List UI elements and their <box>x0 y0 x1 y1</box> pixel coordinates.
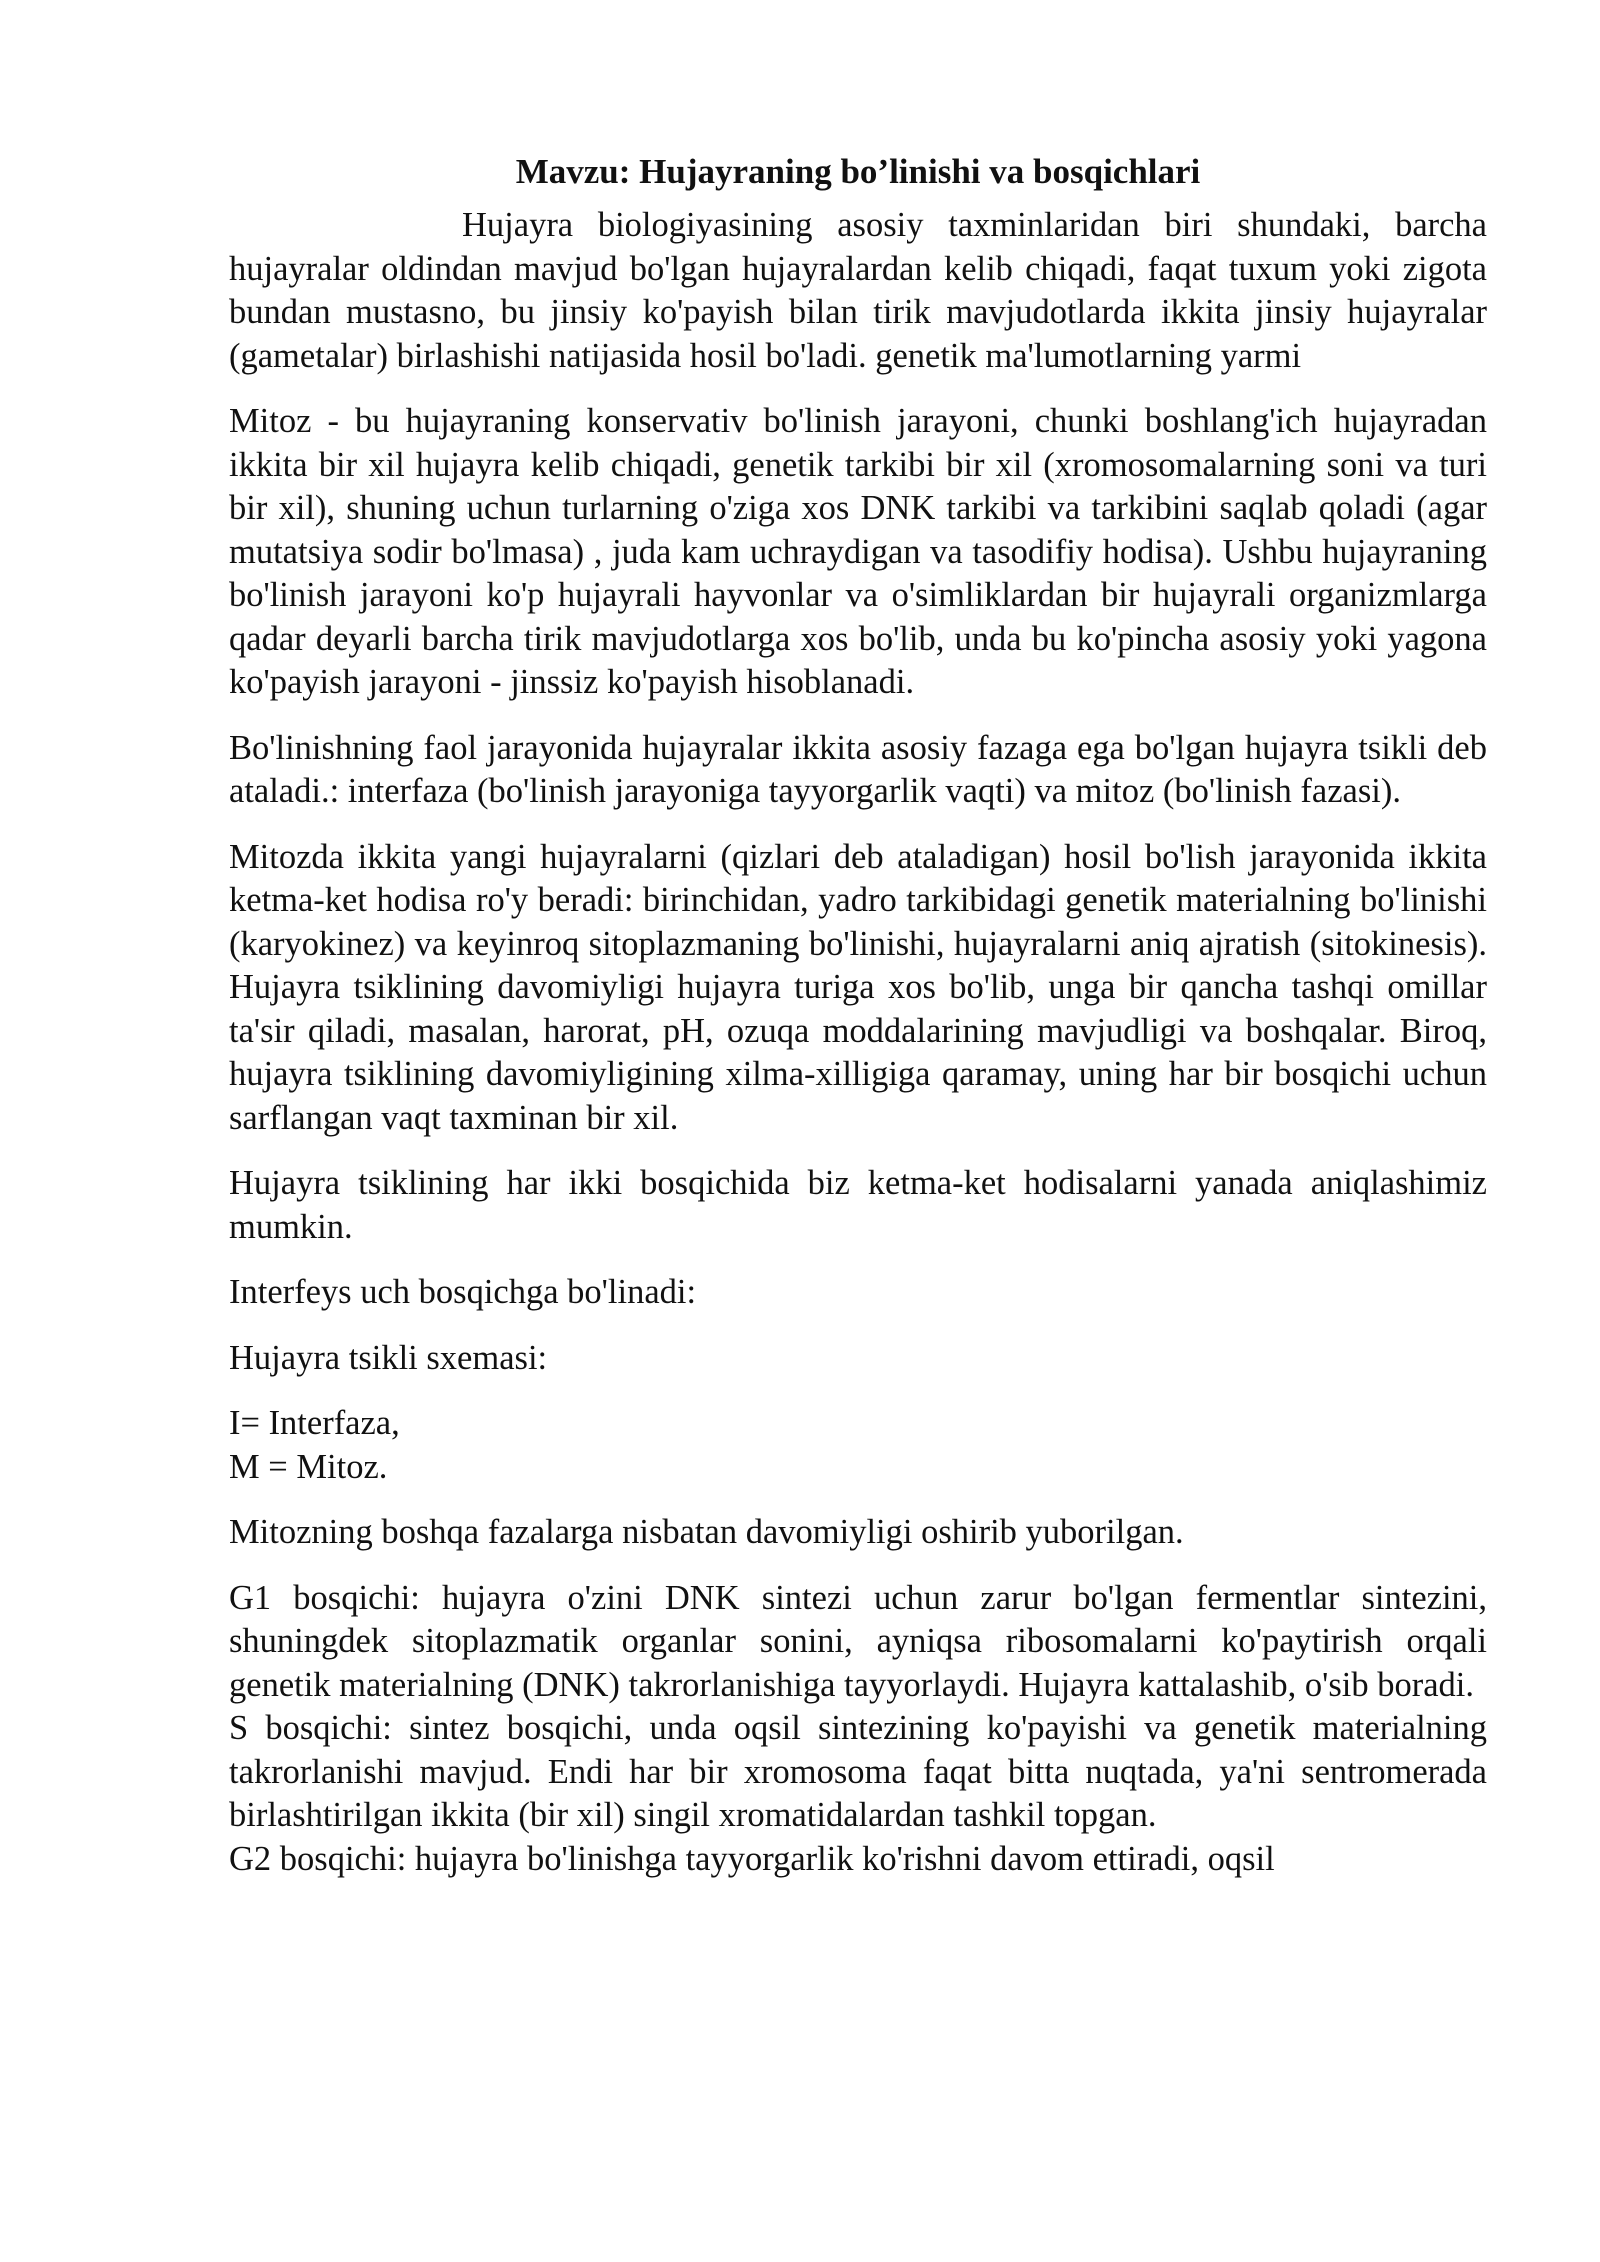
legend-interfaza: I= Interfaza, <box>229 1404 400 1442</box>
paragraph-cycle-stages: Hujayra tsiklining har ikki bosqichida biz ketma-ket hodisalarni yanada aniqlashimiz mumkin. <box>229 1164 1487 1246</box>
paragraph-g1-phase: G1 bosqichi: hujayra o'zini DNK sintezi uchun zarur bo'lgan fermentlar sintezini, shuningdek sitoplazmatik organlar sonini, ayniqsa ribosomalarni ko'paytirish orqali genetik materialning (DNK) takrorlanishiga tayyorlaydi. Hujayra kattalashib, o'sib boradi. <box>229 1578 1487 1704</box>
paragraph-mitoz-definition: Mitoz - bu hujayraning konservativ bo'linish jarayoni, chunki boshlang'ich hujayradan ikkita bir xil hujayra kelib chiqadi, genetik tarkibi bir xil (xromosomalarning soni va turi bir xil), shuning uchun turlarning o'ziga xos DNK tarkibi va tarkibini saqlab qoladi (agar mutatsiya sodir bo'lmasa) , juda kam uchraydigan va tasodifiy hodisa). Ushbu hujayraning bo'linish jarayoni ko'p hujayrali hayvonlar va o'simliklardan bir hujayrali organizmlarga qadar deyarli barcha tirik mavjudotlarga xos bo'lib, unda bu ko'pincha asosiy yoki yagona ko'payish jarayoni - jinssiz ko'payish hisoblanadi. <box>229 402 1487 701</box>
paragraph-scheme-title: Hujayra tsikli sxemasi: <box>229 1338 548 1377</box>
paragraph-g2-phase: G2 bosqichi: hujayra bo'linishga tayyorgarlik ko'rishni davom ettiradi, oqsil <box>229 1839 1275 1878</box>
document-page <box>229 150 1487 1881</box>
legend-mitoz: M = Mitoz. <box>229 1447 388 1486</box>
paragraph-cell-cycle: Bo'linishning faol jarayonida hujayralar ikkita asosiy fazaga ega bo'lgan hujayra tsikli deb ataladi.: interfaza (bo'linish jarayoniga tayyorgarlik vaqti) va mitoz (bo'linish fazasi). <box>229 728 1487 810</box>
paragraph-mitoz-events: Mitozda ikkita yangi hujayralarni (qizlari deb ataladigan) hosil bo'lish jarayonida ikkita ketma-ket hodisa ro'y beradi: birinchidan, yadro tarkibidagi genetik materialning bo'linishi (karyokinez) va keyinroq sitoplazmaning bo'linishi, hujayralarni aniq ajratish (sitokinesis). Hujayra tsiklining davomiyligi hujayra turiga xos bo'lib, unga bir qancha tashqi omillar ta'sir qiladi, masalan, harorat, pH, ozuqa moddalarining mavjudligi va boshqalar. Biroq, hujayra tsiklining davomiyligining xilma-xilligiga qaramay, uning har bir bosqichi uchun sarflangan vaqt taxminan bir xil. <box>229 837 1487 1137</box>
paragraph-scheme-legend <box>229 1402 1487 1489</box>
paragraph-mitoz-duration: Mitozning boshqa fazalarga nisbatan davomiyligi oshirib yuborilgan. <box>229 1513 1184 1551</box>
paragraph-interphase-intro: Interfeys uch bosqichga bo'linadi: <box>229 1273 697 1311</box>
document-title: Mavzu: Hujayraning bo’linishi va bosqichlari <box>515 152 1201 191</box>
paragraph-intro: Hujayra biologiyasining asosiy taxminlaridan biri shundaki, barcha hujayralar oldindan mavjud bo'lgan hujayralardan kelib chiqadi, faqat tuxum yoki zigota bundan mustasno, bu jinsiy ko'payish bilan tirik mavjudotlarda ikkita jinsiy hujayralar (gametalar) birlashishi natijasida hosil bo'ladi. genetik ma'lumotlarning yarmi <box>229 206 1487 375</box>
paragraph-s-phase: S bosqichi: sintez bosqichi, unda oqsil sintezining ko'payishi va genetik materialning takrorlanishi mavjud. Endi har bir xromosoma faqat bitta nuqtada, ya'ni sentromerada birlashtirilgan ikkita (bir xil) singil xromatidalardan tashkil topgan. <box>229 1709 1487 1834</box>
